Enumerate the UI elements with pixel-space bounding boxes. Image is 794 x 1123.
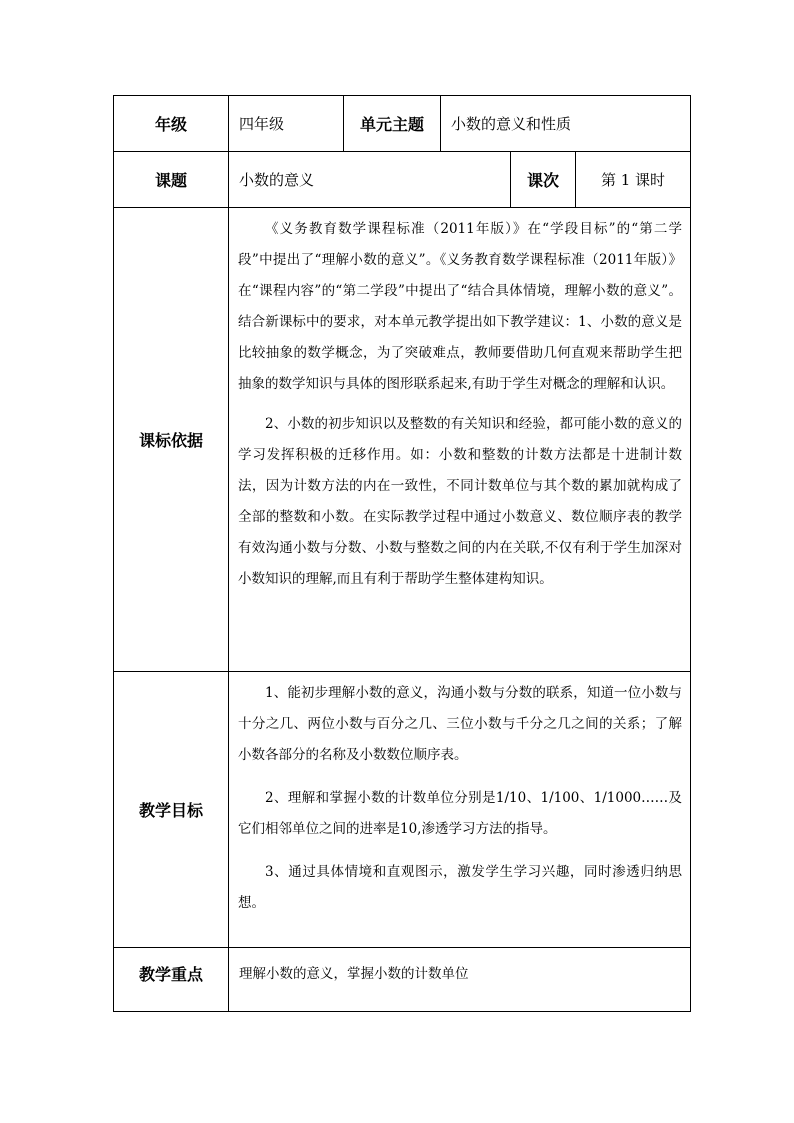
objectives-row xyxy=(114,672,691,948)
topic-value: 小数的意义 xyxy=(229,152,511,208)
unit-value: 小数的意义和性质 xyxy=(441,96,691,152)
topic-label: 课题 xyxy=(114,152,229,208)
objective-paragraph: 1、能初步理解小数的意义，沟通小数与分数的联系，知道一位小数与十分之几、两位小数与百分之几、三位小数与千分之几之间的关系；了解小数各部分的名称及小数数位顺序表。 xyxy=(238,685,682,763)
standards-row xyxy=(114,208,691,672)
session-label: 课次 xyxy=(511,152,576,208)
standards-paragraph: 2、小数的初步知识以及整数的有关知识和经验，都可能小数的意义的学习发挥积极的迁移作用。如：小数和整数的计数方法都是十进制计数法，因为计数方法的内在一致性，不同计数单位与其个数的累加就构成了全部的整数和小数。在实际教学过程中通过小数意义、数位顺序表的教学有效沟通小数与分数、小数与整数之间的内在关联,不仅有利于学生加深对小数知识的理解,而且有利于帮助学生整体建构知识。 xyxy=(238,416,682,587)
unit-label: 单元主题 xyxy=(344,96,441,152)
grade-row xyxy=(114,96,691,152)
grade-value: 四年级 xyxy=(229,96,344,152)
session-value: 第 1 课时 xyxy=(576,152,691,208)
objective-paragraph: 3、通过具体情境和直观图示，激发学生学习兴趣，同时渗透归纳思想。 xyxy=(238,864,682,911)
standards-label: 课标依据 xyxy=(114,208,229,672)
lesson-plan-sheet xyxy=(113,95,690,1012)
lesson-plan-table xyxy=(113,95,691,1012)
objectives-label: 教学目标 xyxy=(114,672,229,948)
objective-paragraph: 2、理解和掌握小数的计数单位分别是1/10、1/100、1/1000……及它们相邻单位之间的进率是10,渗透学习方法的指导。 xyxy=(238,790,682,837)
key-points-label: 教学重点 xyxy=(114,948,229,1012)
grade-label: 年级 xyxy=(114,96,229,152)
standards-paragraph: 《义务教育数学课程标准（2011年版）》在“学段目标”的“第二学段”中提出了“理解小数的意义”。《义务教育数学课程标准（2011年版）》在“课程内容”的“第二学段”中提出了“结合具体情境，理解小数的意义”。结合新课标中的要求，对本单元教学提出如下教学建议：1、小数的意义是比较抽象的数学概念，为了突破难点，教师要借助几何直观来帮助学生把抽象的数学知识与具体的图形联系起来,有助于学生对概念的理解和认识。 xyxy=(238,221,682,392)
key-points-row xyxy=(114,948,691,1012)
key-points-value: 理解小数的意义，掌握小数的计数单位 xyxy=(229,948,691,1012)
standards-content xyxy=(229,208,691,672)
topic-row xyxy=(114,152,691,208)
objectives-content xyxy=(229,672,691,948)
